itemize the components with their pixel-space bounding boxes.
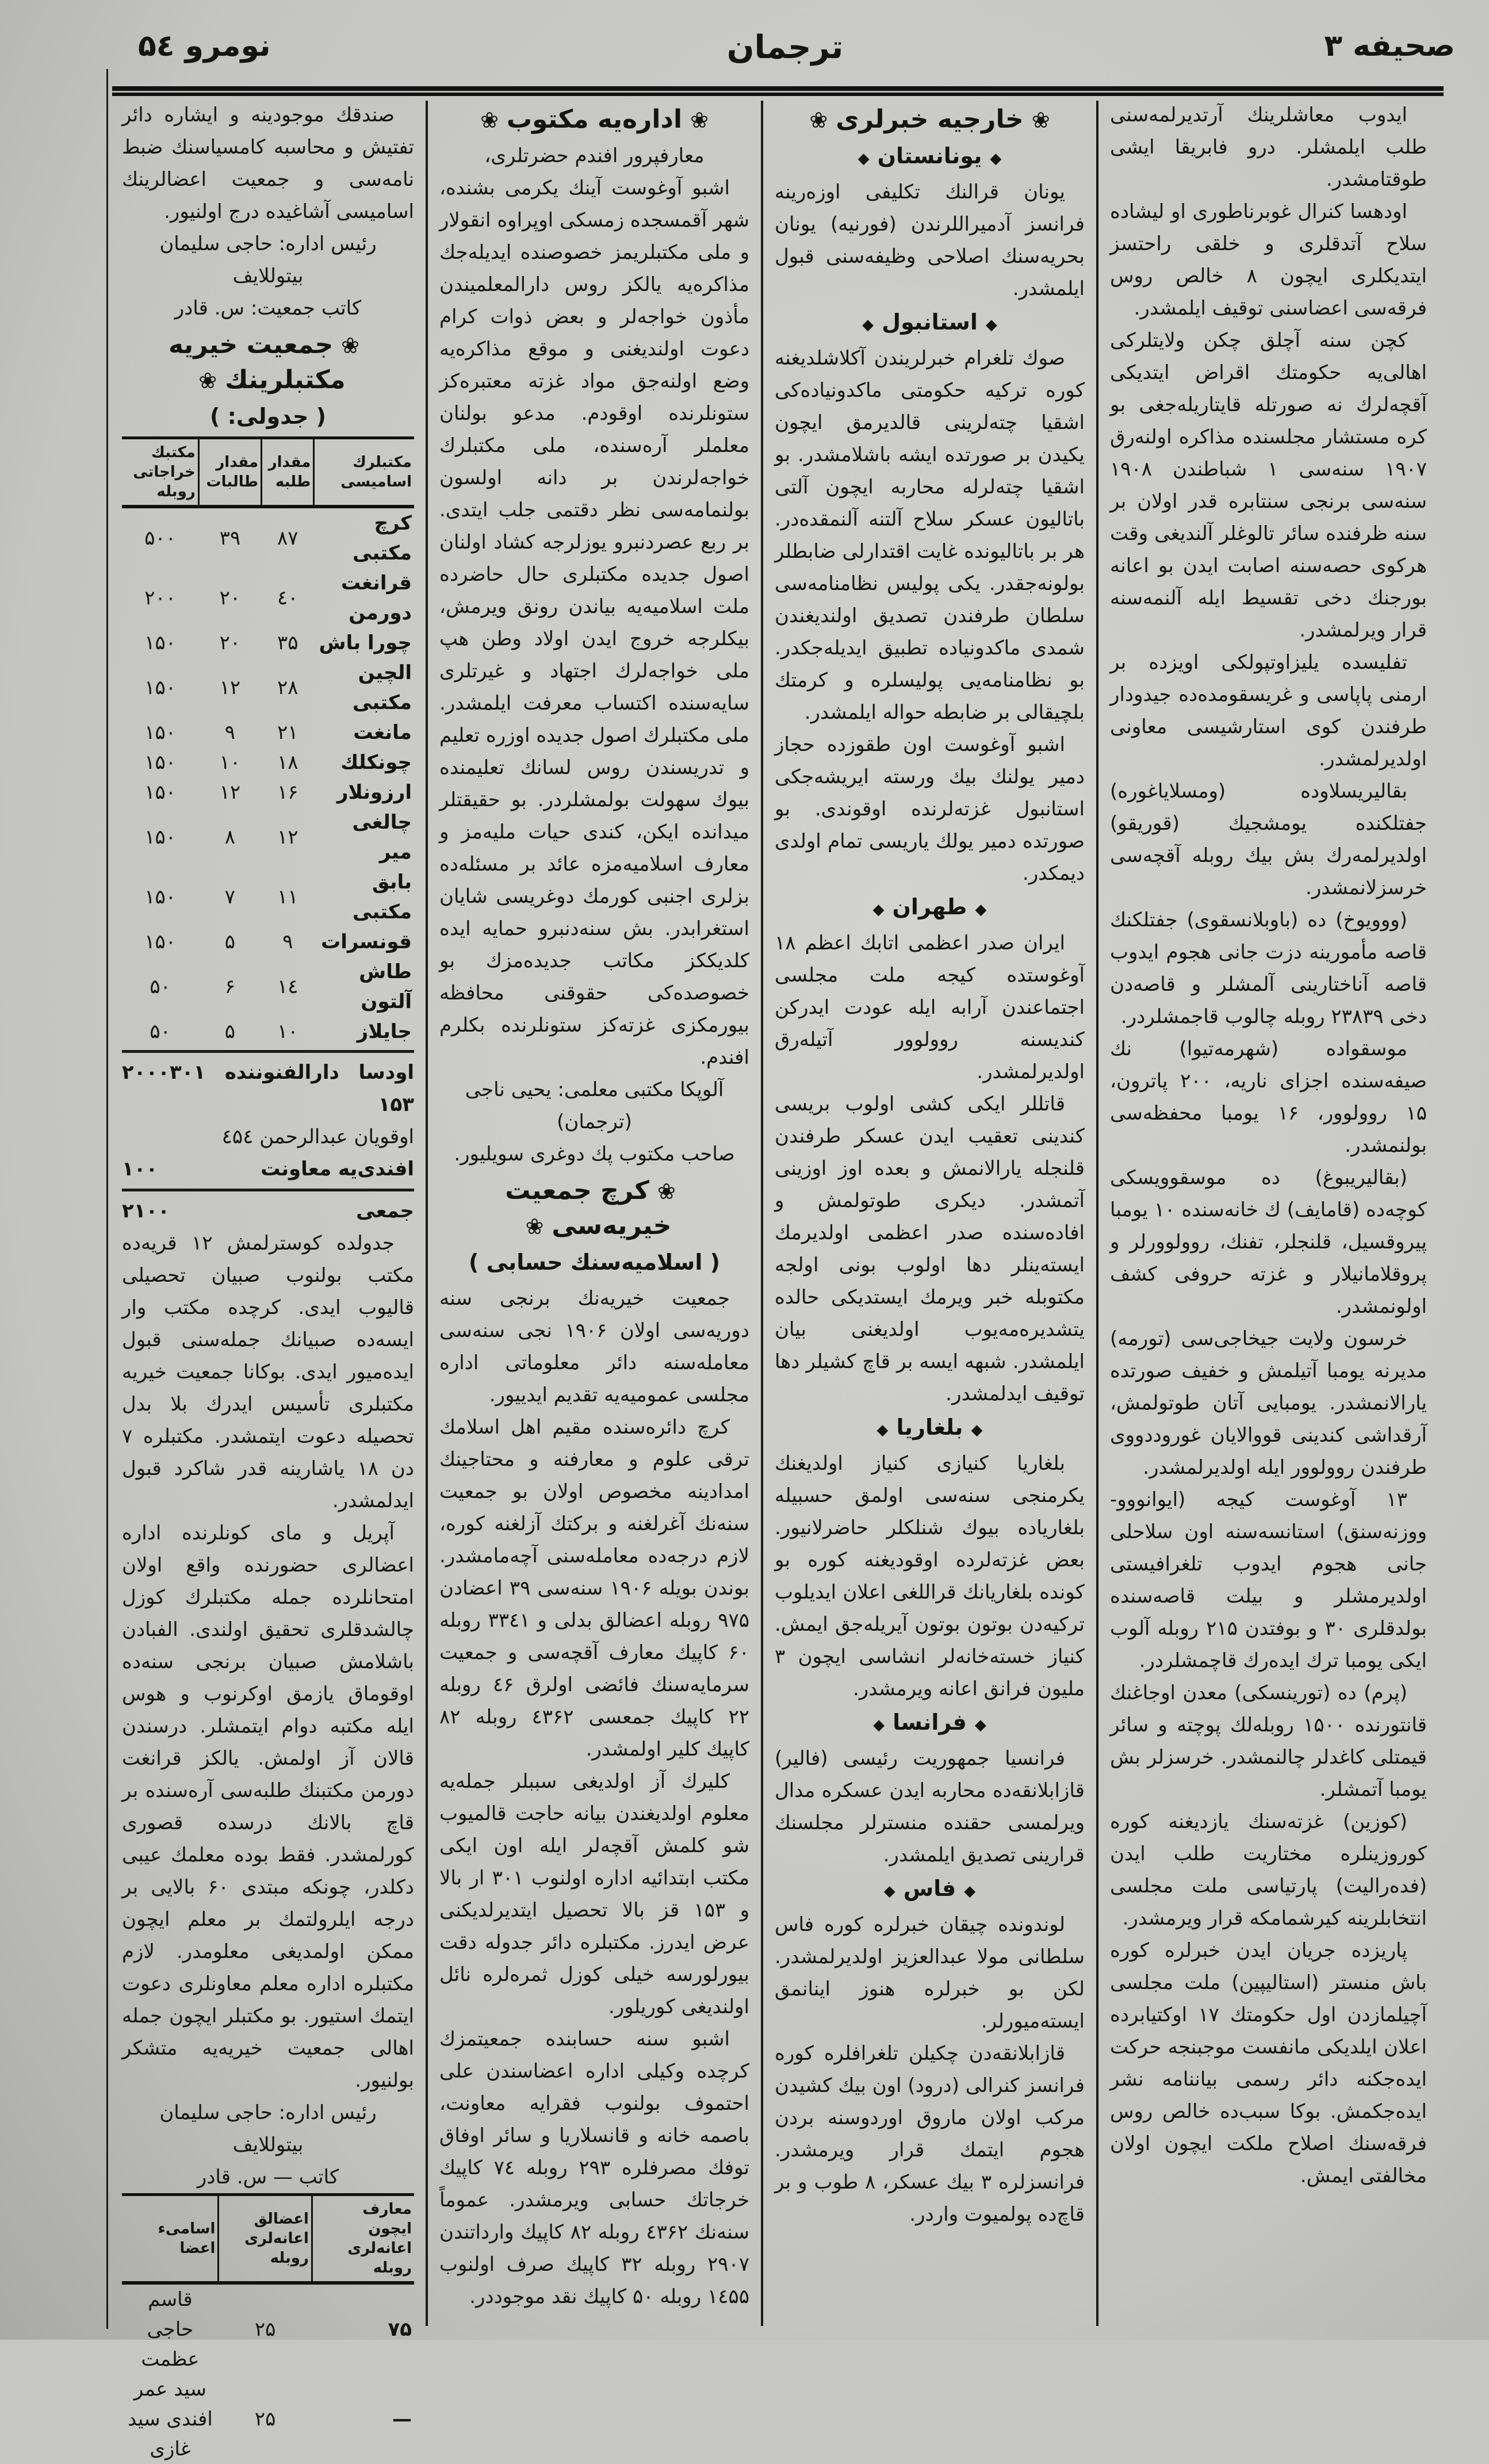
school-row xyxy=(122,927,414,957)
table-cell: الچین مکتبی xyxy=(353,661,412,714)
newspaper-title: ترجمان xyxy=(726,29,844,66)
signature-line: آلوپکا مکتبی معلمی: یحیی ناجی xyxy=(465,1078,724,1101)
table-cell: ۱۵۰ xyxy=(144,826,176,849)
article-paragraph: ۱۳ آوغوست کیجه (ایوانووو- ووزنه‌سنق) استانسه‌سنه اون سلاحلی جانی هجوم ایدوب تلغرافیستی اولدیرمشلر و بیلت قاصه‌سنده بولدقلری ۳۰ و بوفتدن ۲۱۵ روبله آلوب ایکی یومبا ترك ایده‌رك قاچمشلردر. xyxy=(1110,1488,1427,1672)
column-header: معارف ایچون اعانه‌لری روبله xyxy=(312,2195,414,2283)
extra-line-3-amount: ۱۰۰ xyxy=(122,1158,158,1181)
table-cell: سید عمر افندی سید غازی xyxy=(128,2378,213,2461)
school-row xyxy=(122,748,414,777)
table-cell: ۱۰ xyxy=(219,751,241,774)
table-cell: ۲۰ xyxy=(219,587,241,610)
column-header: اسامیء اعضا xyxy=(122,2195,219,2283)
article-paragraph: تفلیسده یلیزاوتپولکی اویزده بر ارمنی پاپاسی و غریسقومده‌ده جیدودار طرفندن کوی استارشیسی معاونی اولدیرلمشدر. xyxy=(1110,651,1427,771)
table-cell: چورا باش xyxy=(319,631,412,654)
secretary-signature: کاتب — س. قادر xyxy=(197,2166,339,2189)
article-paragraph: (بقالیریبوغ) ده موسقوویسکی کوچه‌ده (قامایف) ك خانه‌سنده ۱۰ یومبا پیروقسیل، قلنجلر، تفنك، روولوورلر و پروقلامانیلار و غزته حروفی کشف اولونمشدر. xyxy=(1110,1166,1427,1318)
table-cell: ۱۵۰ xyxy=(144,930,176,953)
subsection-heading: ◆ فاس ◆ xyxy=(775,1872,1085,1907)
article-paragraph: ایران صدر اعظمی اتابك اعظم ۱۸ آوغوستده کیجه ملت مجلسی اجتماعندن آرابه ایله عودت ایدرکن کندیسنه روولوور آتیله‌رق اولدیرلمشدر. xyxy=(775,932,1085,1083)
schools-table-subtitle: ( جدولی: ) xyxy=(209,404,327,429)
table-cell: ۱۵۰ xyxy=(144,721,176,744)
exams-paragraph: آپریل و مای کونلرنده اداره اعضالری حضورنده واقع اولان امتحانلرده جمله مکتبلرك کوزل چالشدقلری تحقیق اولندی. الفبادن باشلامش صبیان برنجی سنه‌ده اوقوماق یازمق اوکرنوب و هوس ایله مکتبه دوام ایتمشلر. درسندن قالان آز اولمش. یالکز قرانغت دورمن مکتبنك طلبه‌سی آره‌سنده بر قاچ بالانك درسده قصوری کورلمشدر. فقط بوده معلمك عیبی دکلدر، چونکه مبتدی ۶۰ بالایی بر درجه ایلرولتمك بر معلم ایچون ممکن اولمدیغی معلومدر. لازم مکتبلره اداره معلم معاونلری دعوت ایتمك استیور. بو مکتبلر ایچون جمله اهالی جمعیت خیریه‌یه متشکر بولنیور. xyxy=(122,1522,414,2092)
subsection-heading: ◆ استانبول ◆ xyxy=(775,306,1085,341)
table-cell: ۵۰۰ xyxy=(144,527,176,550)
article-paragraph: فرانسیا جمهوریت رئیسی (فالیر) قازابلانقه‌ده محاربه ایدن عسکره مدال ویرلمسی حقنده منسترلر مجلسنك قرارینی تصدیق ایلمشدر. xyxy=(775,1747,1085,1867)
article-paragraph: موسقواده (شهرمه‌تیوا) نك صیفه‌سنده اجزای ناریه، ۲۰۰ پاترون، ۱۵ روولوور، ۱۶ یومبا محفظه‌سی بولنمشدر. xyxy=(1110,1037,1427,1157)
table-cell: ۵ xyxy=(224,930,235,953)
divider xyxy=(122,1189,414,1191)
intro-paragraph: صندقك موجودینه و ایشاره دائر تفتیش و محاسبه کامسیاسنك ضبط نامه‌سی و جمعیت اعضالرینك اسامیسی آشاغیده درج اولنیور. xyxy=(122,104,414,223)
table-cell: ۱۲ xyxy=(219,676,241,699)
members-table xyxy=(122,2193,414,2464)
article-paragraph: اشبو سنه حسابنده جمعیتمزك کرچده وکیلی اداره اعضاسندن علی احتموف بولنوب فقرایه معاونت، باصمه خانه و قانسلاریا و سائر اوفاق توفك مصرفلره ۲۹۳ روبله ۷٤ کاپیك خرجاتك حسابی ویرمشدر. عموماً سنه‌نك ٤۳۶۲ روبله ۸۲ کاپیك وارداتندن ۲۹۰۷ روبله ۳۲ کاپیك صرف اولنوب ۱٤۵۵ روبله ۵۰ کاپیك نقد موجوددر. xyxy=(439,2028,750,2308)
column-domestic-news xyxy=(1097,99,1440,2192)
table-cell: ارزونلار xyxy=(336,781,412,804)
schools-table xyxy=(122,436,414,1047)
column-header: اعضالق اعانه‌لری روبله xyxy=(219,2195,312,2283)
article-paragraph: قاتللر ایکی کشی اولوب بریسی کندینی تعقیب ایدن عسکر طرفندن قلنجله یارالانمش و بعده اوز اوزینی آتمشدر. دیکری طوتولمش و افاده‌سنده صدر اعظمی اولدیرمك ایسته‌ینلر دها اولوب بونی اولجه مکتوبله خبر ویرمك ایستدیکی حالده یتشدیره‌مه‌یوب اولدیغنی بیان ایلمشدر. شبهه ایسه بر قاچ کشیلر دها توقیف ایدلمشدر. xyxy=(775,1093,1085,1405)
section-heading: ❀ خارجیه خبرلری ❀ xyxy=(775,102,1085,137)
school-row xyxy=(122,718,414,748)
table-cell: ۱۵۰ xyxy=(144,751,176,774)
article-paragraph: (کوزین) غزته‌سنك یازدیغنه کوره کوروزینلره مختاریت طلب ایدن (فده‌رالیت) پارتیاسی ملت مجلسی انتخابلرینه کیرشمامکه قرار ویرمشدر. xyxy=(1110,1810,1427,1930)
table-cell: ۱۸ xyxy=(277,751,298,774)
article-paragraph: (پرم) ده (تورینسکی) معدن اوجاغنك قانتورنده ۱۵۰۰ روبله‌لك پوچته و سائر قیمتلی کاغدلر چالنمشدر. خرسزلر بش یومبا آتمشلر. xyxy=(1110,1681,1427,1801)
table-cell: چونکلك xyxy=(340,751,412,774)
school-row xyxy=(122,507,414,568)
table-cell: قرانغت دورمن xyxy=(340,572,412,624)
table-cell: ۱۵۰ xyxy=(144,886,176,909)
table-cell: کرچ مکتبی xyxy=(353,512,412,565)
table-cell: ۷۵ xyxy=(388,2318,412,2341)
member-row xyxy=(122,2283,414,2374)
school-row xyxy=(122,658,414,718)
total-label: جمعی xyxy=(356,1200,414,1223)
article-paragraph: ایدوب معاشلرینك آرتدیرلمه‌سنی طلب ایلمشلر. درو فابریقا ایشی طوقتامشدر. xyxy=(1110,104,1427,191)
table-cell: ۲۱ xyxy=(277,721,298,744)
article-paragraph: اشبو آوغوست آینك یکرمی بشنده، شهر آقمسجده زمسکی اوپراوه انقولار و ملی مکتبلریمز خصوصنده ایدیله‌جك مذاکره‌یه یالکز روس دارالمعلمیندن مأذون خواجه‌لر و بعض ذوات کرام دعوت اولندیغنی و موقع مذاکره‌یه وضع اولنه‌جق مواد غزته معتبره‌کز ستونلرنده اوقودم. مدعو بولنان معلملر آره‌سنده، ملی مکتبلرك خواجه‌لرندن بر دانه اولسون بولنمامه‌سی نظر دقتمی جلب ایتدی. بر ربع عصردنبرو یوزلرجه کشاد اولنان اصول جدیده مکتبلری حال حاضرده ملت اسلامیه‌یه بیاندن رونق ویرمش، بیکلرجه خروج ایدن اولاد وطن هپ ملی خواجه‌لرك اجتهاد و غیرتلری سایه‌سنده اکتساب معرفت ایلمشدر. ملی مکتبلرك اصول جدیده اوزره تعلیم و تدریسندن روس لسانك تعلیمنده بیوك سهولت بولمشلردر. بو حقیقتلر میدانده ایکن، کندی حیات ملیه‌مز و معارف اسلامیه‌مزه عائد بر مسئله‌ده بزلری اجنبی کورمك دوغریسی شایان استغرابدر. بش سنه‌دنبرو حمایه ایده کلدیککز مکاتب جدیده‌مزك بو خصوصده‌کی حقوقنی محافظه بیورمکزی غزته‌کز ستونلرنده بکلرم افندم. xyxy=(439,177,749,1069)
article-paragraph: اودهسا کنرال غوبرناطوری او لیشاده سلاح آتدقلری و خلقی راحتسز ایتدیکلری ایچون ۸ خالص روس فرقه‌سی اعضاسنی توقیف ایلمشدر. xyxy=(1110,200,1427,320)
table-cell: مانغت xyxy=(353,721,412,744)
table-cell: چالغی میر xyxy=(352,811,412,864)
article-paragraph: کرچ دائره‌سنده مقیم اهل اسلامك ترقی علوم و معارفنه و محتاجینك امدادینه مخصوص اولان بو جمعیت سنه‌نك آغرلغنه و برکتك آزلغنه کوره، لازم درجه‌ده معامله‌سنی آچه‌مامشدر. بوندن بویله ۱۹۰۶ سنه‌سی ۳۹ اعضادن ۹۷۵ روبله اعضالق بدلی و ۳۳٤۱ روبله ۶۰ کاپیك معارف آقچه‌سی و جمعیت سرمایه‌سنك فائضی اولرق ٤۶ روبله ۲۲ کاپیك جمعسی ٤۳۶۲ روبله ۸۲ کاپیك کلیر اولمشدر. xyxy=(439,1416,750,1761)
extra-line-1-amount: ۲۰۰۰ xyxy=(122,1061,170,1084)
table-cell: قونسرات xyxy=(321,930,412,953)
article-paragraph: صوك تلغرام خبرلریندن آکلاشلدیغنه کوره ترکیه حکومتی ماکدونیاده‌کی اشقیا چته‌لرینی قالدیرمق ایچون یکیدن بر صورتده ایشه باشلامشدر. بو اشقیا چته‌لرله محاربه ایچون آلتی باتالیون عسکر سلاح آلتنه آلنمقده‌در. هر بر باتالیونده غایت اقتدارلی ضابطلر بولونه‌جقدر. یکی پولیس نظامنامه‌سی سلطان طرفندن تصدیق اولندیغندن شمدی ماکدونیاده تطبیق ایدیله‌جکدر. بو نظامنامه‌یی پولیسلره و کرمتك بلچیقالی بر ضابطه حواله ایلمشدر. xyxy=(775,347,1085,724)
divider xyxy=(122,1050,414,1053)
subsection-heading: ◆ یونانستان ◆ xyxy=(775,140,1085,175)
table-cell: ۱٤ xyxy=(277,975,298,998)
subsection-heading: ◆ بلغاریا ◆ xyxy=(775,1411,1085,1446)
article-paragraph: بقالیریسلاوده (ومسلایاغوره) جفتلکنده یومشجیك (قوریقو) اولدیرلمه‌رك بش بیك روبله آقچه‌سی خرسزلانمشدر. xyxy=(1110,780,1427,899)
table-cell: ۵۰ xyxy=(150,975,171,998)
section-heading: ❀ اداره‌یه مکتوب ❀ xyxy=(439,102,749,137)
table-cell: طاش آلتون xyxy=(359,960,412,1013)
president-signature: رئیس اداره: حاجی سلیمان بیتوللایف xyxy=(159,232,377,288)
school-row xyxy=(122,957,414,1017)
table-cell: ۳۵ xyxy=(277,631,298,654)
table-cell: ۳۹ xyxy=(219,527,241,550)
column-header: مقدار طالبات xyxy=(198,438,261,507)
article-paragraph: لوندونده چیقان خبرلره کوره فاس سلطانی مولا عبدالعزیز اولدیرلمشدر. لکن بو خبرلره هنوز اینانمق ایسته‌میورلر. xyxy=(775,1913,1085,2033)
table-cell: ۲۵ xyxy=(254,2318,276,2341)
table-cell: ۲۰ xyxy=(219,631,241,654)
article-paragraph: خرسون ولایت جیخاجی‌سی (تورمه) مدیرنه یومبا آتیلمش و خفیف صورتده یارالانمشدر. یومبایی آتان طوتولمش، آرقداشی کندینی قووالایان غوروددووی طرفندن روولوور ایله اولدیرلمشدر. xyxy=(1110,1327,1427,1479)
secretary-signature: کاتب جمعیت: س. قادر xyxy=(174,297,362,320)
column-header: مقدار طلبه xyxy=(262,438,314,507)
table-cell: ۵۰ xyxy=(150,1020,171,1043)
article-paragraph: اشبو آوغوست اون طقوزده حجاز دمیر یولنك بیك ورسته ایریشه‌جکی استانبول غزته‌لرنده اوقوندی. بو صورتده دمیر یولك یاریسی تمام اولدی دیمکدر. xyxy=(775,733,1085,885)
school-row xyxy=(122,777,414,807)
article-paragraph: کلیرك آز اولدیغی سببلر جمله‌یه معلوم اولدیغندن بیانه حاجت قالمیوب شو کلمش آقچه‌لر ایله اون ایکی مکتب ابتدائیه اداره اولنوب ۳۰۱ ار بالا و ۱۵۳ قز بالا تحصیل ایتدیرلدیکنی عرض ایدرز. مکتبلره دائر جدوله دقت بیورلورسه خیلی کوزل ثمره‌لره نائل اولندیغی کوریلور. xyxy=(439,1770,749,2018)
table-cell: — xyxy=(392,2408,412,2431)
table-cell: ۱۶ xyxy=(277,781,298,804)
subsection-heading: ( اسلامیه‌سنك حسابی ) xyxy=(468,1250,721,1275)
schools-paragraph: جدولده کوسترلمش ۱۲ قریه‌ده مکتب بولنوب صبیان تحصیلی قالیوب ایدی. کرچده مکتب وار ایسه‌ده صبیانك جمله‌سنی قبول ایده‌میور ایدی. بوکانا جمعیت خیریه مکتبلری تأسیس ایدرك بلا بدل تحصیله دعوت ایتمشدر. مکتبلره ۷ دن ۱۸ یاشارینه قدر شاکرد قبول ایدلمشدر. xyxy=(122,1232,414,1512)
article-paragraph: بلغاریا کنیازی کنیاز اولدیغنك یکرمنجی سنه‌سی اولمق حسبیله بلغاریاده بیوك شنلکلر حاضرلانیور. بعض غزته‌لرده اوقودیغنه کوره بو کونده بلغاریانك قراللغی اعلان ایدیلوب ترکیه‌دن بوتون بوتون آیریله‌جق ایمش. کنیاز خسته‌خانه‌لر انشاسی ایچون ۳ ملیون فرانق اعانه ویرمشدر. xyxy=(775,1452,1085,1700)
extra-row xyxy=(122,1153,414,1185)
masthead xyxy=(115,23,1455,81)
table-cell: ۹ xyxy=(282,930,293,953)
table-cell: ۵ xyxy=(224,1020,235,1043)
table-cell: ۱۲ xyxy=(219,781,241,804)
extra-line-3: افندی‌یه معاونت xyxy=(261,1158,414,1181)
subsection-heading: ◆ طهران ◆ xyxy=(775,891,1085,926)
table-cell: ۱۵۰ xyxy=(144,631,176,654)
article-paragraph: قازابلانقه‌دن چکیلن تلغرافلره کوره فرانسز کنرالی (درود) اون بیك کشیدن مرکب اولان ماروق اوردوسنه بردن هجوم ایتمك قرار ویرمشدر. فرانسزلره ۳ بیك عسکر، ۸ طوب و بر قاچ‌ده پولمیوت واردر. xyxy=(775,2042,1085,2226)
article-paragraph: پاریزده جریان ایدن خبرلره کوره باش منستر (استالیپین) ملت مجلسی آچیلمازدن اول حکومتك ۱۷ اوکتیابرده اعلان ایلدیکی مانفست موجبنجه حرکت ایده‌جکنه دائر رسمی بیاننامه نشر ایده‌جکمش. بوکا سبب‌ده خالص روس فرقه‌سنك اصلاح ملکت ایچون اولان مخالفتی ایمش. xyxy=(1110,1939,1427,2187)
table-cell: ۲۵ xyxy=(254,2408,276,2431)
article-paragraph: (ووویوخ) ده (باوبلانسقوی) جفتلکنك قاصه مأمورینه دزت جانی هجوم ایدوب قاصه آناختارینی آلمشلر و قاصه‌دن دخی ۲۳۸۳۹ روبله چالوب قاجمشلردر. xyxy=(1110,909,1427,1028)
article-paragraph: کچن سنه آچلق چکن ولایتلرکی اهالی‌یه حکومتك اقراض ایتدیکی آقچه‌لرك نه صورتله قایتاریله‌جغی بو کره مستشار مجلسنده مذاکره اولنه‌رق ۱۹۰۷ سنه‌سی ۱ شباطندن ۱۹۰۸ سنه‌سی برنجی سنتابره قدر اولان بر سنه ظرفنده سائر تالوغلر آلندیغی وقت هرکوی حصه‌سنه اصابت ایدن بو اعانه بورجنك دخی تقسیط ایله آلنمه‌سنه قرار ویرلمشدر. xyxy=(1110,329,1427,642)
extra-row xyxy=(122,1056,414,1121)
total-amount: ۲۱۰۰ xyxy=(122,1200,170,1223)
table-cell: ۲۸ xyxy=(277,676,298,699)
column-schools-table xyxy=(109,99,427,2464)
subsection-heading: ◆ فرانسا ◆ xyxy=(775,1706,1085,1741)
signature-line: معارفپرور افندم حضرتلری، xyxy=(484,144,705,167)
member-row xyxy=(122,2374,414,2464)
table-cell: ۱۱ xyxy=(277,886,298,909)
table-cell: جایلاز xyxy=(357,1020,412,1043)
table-cell: ۱۵۰ xyxy=(144,676,176,699)
table-cell: ۸ xyxy=(224,826,235,849)
article-paragraph: جمعیت خیریه‌نك برنجی سنه دوریه‌سی اولان ۱۹۰۶ نجی سنه‌سی معامله‌سنه دائر معلوماتی اداره مجلسی عمومیه‌یه تقدیم ایدییور. xyxy=(439,1287,749,1407)
page-number: صحیفه ۳ xyxy=(1324,29,1455,63)
table-cell: قاسم حاجی عظمت xyxy=(141,2288,200,2371)
extra-line-1: اودسا دارالفنوننده ۳۰۱ ۱۵۳ xyxy=(170,1061,414,1116)
school-row xyxy=(122,867,414,927)
table-cell: ۱۰ xyxy=(277,1020,298,1043)
table-cell: ۱۵۰ xyxy=(144,781,176,804)
table-cell: ٤۰ xyxy=(277,587,298,610)
issue-number: نومرو ۵٤ xyxy=(138,29,271,63)
extra-line-2: اوقویان عبدالرحمن ٤۵٤ xyxy=(221,1125,414,1148)
column-header: مکتبك خراجاتی روبله xyxy=(122,438,198,507)
school-row xyxy=(122,628,414,658)
column-header: مکتبلرك اسامیسی xyxy=(314,438,414,507)
table-cell: ۱۲ xyxy=(277,826,298,849)
president-signature: رئیس اداره: حاجی سلیمان بیتوللایف xyxy=(159,2101,377,2156)
table-cell: بابق مکتبی xyxy=(353,871,412,923)
masthead-rule xyxy=(112,86,1444,96)
school-row xyxy=(122,1017,414,1047)
section-heading: ❀ کرچ جمعیت خیریه‌سی ❀ xyxy=(439,1174,749,1244)
schools-table-title: ❀ جمعیت خیریه مکتبلرینك ❀ xyxy=(122,328,414,398)
school-row xyxy=(122,807,414,867)
page-margin-line xyxy=(106,69,108,2329)
table-cell: ۶ xyxy=(224,975,235,998)
article-paragraph: یونان قرالنك تکلیفی اوزه‌رینه فرانسز آدمیراللرندن (فورنیه) یونان بحریه‌سنك اصلاحی وظیفه‌سنی قبول ایلمشدر. xyxy=(775,181,1085,300)
total-row xyxy=(122,1195,414,1227)
column-foreign-news xyxy=(762,99,1097,2231)
table-cell: ۲۰۰ xyxy=(144,587,176,610)
signature-line: صاحب مکتوب پك دوغری سویلیور. xyxy=(454,1143,735,1166)
table-cell: ۸۷ xyxy=(277,527,298,550)
table-cell: ۹ xyxy=(224,721,235,744)
signature-line: (ترجمان) xyxy=(557,1110,632,1133)
column-letter-and-charity xyxy=(427,99,762,2313)
school-row xyxy=(122,568,414,628)
table-cell: ۷ xyxy=(224,886,235,909)
